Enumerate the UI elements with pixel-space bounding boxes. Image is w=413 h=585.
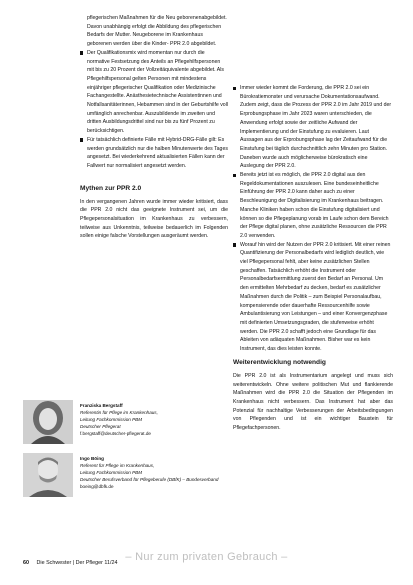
right-column	[233, 84, 393, 433]
author-info	[80, 403, 158, 438]
bullet-square-icon	[80, 51, 83, 54]
bullet-square-icon	[80, 138, 83, 141]
list-item: Bereits jetzt ist es möglich, die PPR 2.0 digital aus den Regeldokumentationen auszulesen. Eine bundeseinheitliche Einführung der PPR 2.0 kann daher auch zu einer Beschleunigung der Digitalisierung im Krankenhaus beitragen. Manche Kliniken haben schon die Einstufung digitalisiert und können so die Pflegeplanung vorab im Laufe schon dem Bereich der Pflege digital planen, ohne zusätzliche Ressourcen die PPR 2.0 verwenden.	[233, 171, 393, 241]
list-item: Der Qualifikationsmix wird momentan nur durch die normative Festsetzung des Anteils an Pflegehilfspersonen mit bis zu 20 Prozent der Vollzeitäquivalente abgebildet. Als Pflegehilfspersonal gelten Personen mit mindestens einjähriger pflegerischer Qualifikation oder Medizinische Fachangestellte. Anästhesietechnische Assistentinnen und Notfallsanitäterinnen, Hebammen sind in der Geburtshilfe voll umfänglich anrechenbar. Auszubildende im zweiten und dritten Ausbildungsdrittel sind nur bis zu fünf Prozent zu berücksichtigen.	[80, 49, 228, 136]
author-photo	[23, 400, 73, 444]
right-bullet-list	[233, 84, 393, 354]
list-item: Worauf hin wird der Nutzen der PPR 2.0 kritisiert. Mit einer reinen Quantifizierung der Personalbedarfs wird lediglich deutlich, wie viel Pflegepersonal fehlt, aber keine zusätzlichen Stellen geschaffen. Tatsächlich erhöht die Instrument oder Personalbedarfsermittlung zuerst den Bedarf an Personal. Um den ermittelten Mehrbedarf zu decken, bedarf es zusätzlicher Maßnahmen durch die Politik – zum Beispiel Personalaufbau, kompensierende oder dauerhafte Ressourcenhilfe sowie Ambulantisierung von Leistungen – und einer Konvergenzphase mit definierten Umsetzungsgraden, die stufenweise erhöht werden. Die PPR 2.0 schafft jedoch eine Grundlage für das Ableiten von adäquaten Maßnahmen. Bisher war es kein Instrument, das dies leisten konnte.	[233, 241, 393, 354]
publication-name: Die Schwester | Der Pfleger 11/24	[36, 560, 118, 566]
avatar	[23, 453, 73, 497]
author-name: Franziska Bergstaff	[80, 403, 123, 408]
body-paragraph: Die PPR 2.0 ist als Instrumentarium angelegt und muss sich weiterentwickeln. Ohne weitere politischen Mut und flankierende Maßnahmen wird die PPR 2.0 die Situation der Pflegenden im Krankenhaus nicht verbessern. Das Instrument hat aber das Potenzial für nachhaltige Verbesserungen der Arbeitsbedingungen von Pflegenden und ist ein wichtiger Baustein für Pflegefachpersonen.	[233, 372, 393, 432]
left-column	[80, 14, 228, 241]
watermark: – Nur zum privaten Gebrauch –	[125, 551, 288, 563]
author-email[interactable]: boeing@dbfk.de	[80, 483, 114, 489]
author-organization: Deutscher Berufsverband für Pflegeberufe (DBfK) – Bundesverband	[80, 476, 219, 482]
author-email[interactable]: f.bergstaff@deutscher-pflegerat.de	[80, 430, 151, 436]
author-photo	[23, 453, 73, 497]
author-info	[80, 456, 218, 491]
author-organization: Deutscher Pflegerat	[80, 423, 121, 429]
author-block	[23, 400, 233, 444]
list-item: Für tatsächlich definierte Fälle mit Hybrid-DRG-Fälle gilt: Es werden grundsätzlich nur die halben Minutenwerte des Tages angesetzt. Bei wiederkehrend aktualisierten Fällen kann der Fallwert nur normalisiert angesetzt werden.	[80, 136, 228, 171]
list-item: Immer wieder kommt die Forderung, die PPR 2.0 sei ein Bürokratiemonster und verursache Dokumentationsaufwand. Zudem zeigt, dass die Prozess der PPR 2.0 im Jahr 2019 und der Erprobungsphase im Jahr 2023 waren unterschieden, die Anwendung erfolgt sowie der zeitliche Aufwand der Implementierung und der Einstufung zu evaluieren. Laut Aussagen aus der Erprobungsphase lag der Zeitaufwand für die Einstufung bei täglich durchschnittlich zehn Minuten pro Station. Daneben wurde auch möglicherweise bürokratisch eine Auslegung der PPR 2.0.	[233, 84, 393, 171]
section-heading: Weiterentwicklung notwendig	[233, 358, 326, 366]
author-role: Leitung Fachkommission PBM	[80, 416, 143, 422]
author-role: Referent für Pflege im Krankenhaus,	[80, 462, 155, 468]
page-footer	[23, 560, 118, 566]
section-heading: Mythen zur PPR 2.0	[80, 184, 142, 192]
page-number: 60	[23, 560, 29, 566]
body-paragraph: In den vergangenen Jahren wurde immer wieder kritisiert, dass die PPR 2.0 nicht das geeignete Instrument sei, um die Pflegepersonalsituation im Krankenhaus zu verbessern, teilweise aus Unkenntnis, teilweise bedauerlich im Folgenden sollen einige falsche Vorstellungen ausgeräumt werden.	[80, 198, 228, 240]
author-role: Leitung Fachkommission PBM	[80, 469, 143, 475]
bullet-square-icon	[233, 243, 236, 246]
list-item: pflegerischen Maßnahmen für die Neu geborenenabgebildet. Davon unabhängig erfolgt die Abbildung des pflegerischen Bedarfs der Mutter. Neugeborene im Krankenhaus geborenen werden über die Kinder- PPR 2.0 abgebildet.	[87, 15, 227, 48]
author-role: Referentin für Pflege im Krankenhaus,	[80, 409, 158, 415]
left-bullet-list-continued	[80, 14, 228, 49]
author-block	[23, 453, 233, 497]
author-name: Ingo Böing	[80, 456, 104, 461]
bullet-square-icon	[233, 174, 236, 177]
bullet-square-icon	[233, 87, 236, 90]
left-bullet-list	[80, 49, 228, 171]
avatar	[23, 400, 73, 444]
